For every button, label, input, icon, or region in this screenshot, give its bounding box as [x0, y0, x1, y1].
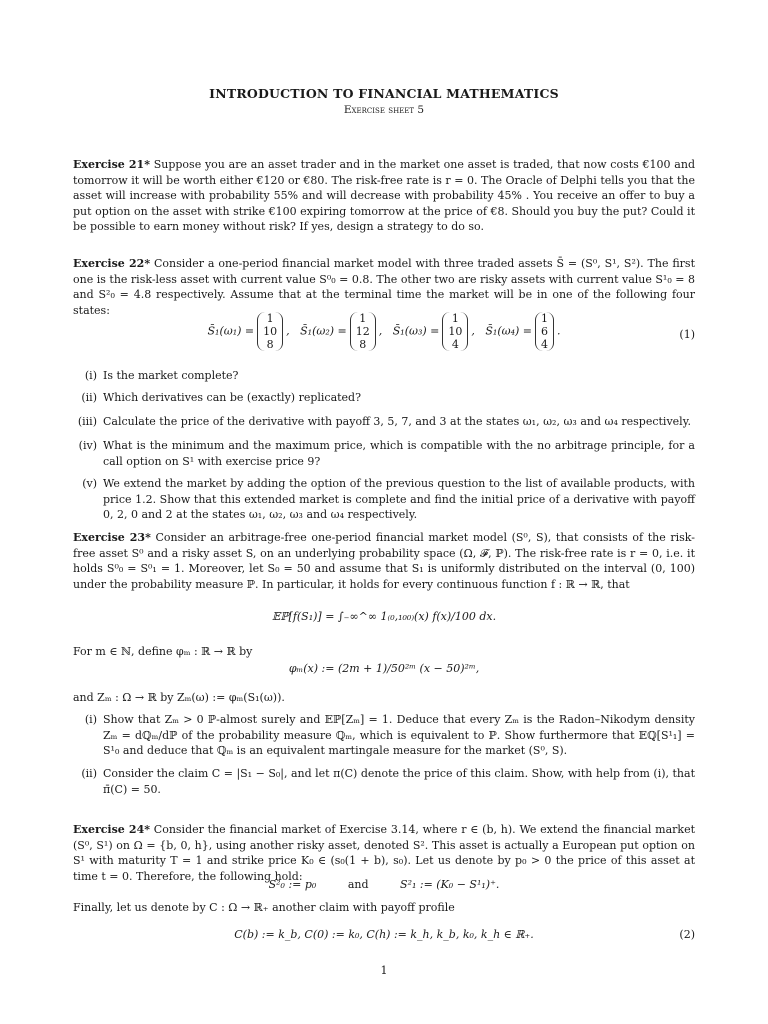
equation-part: S²₀ := p₀ [268, 878, 317, 891]
define-text: For m ∈ ℕ, define φₘ : ℝ → ℝ by [73, 645, 253, 658]
finally-text: Finally, let us denote by C : Ω → ℝ₊ another claim with payoff profile [73, 901, 455, 914]
state-vector: 1 10 8 [257, 312, 283, 351]
document-subtitle: Exercise sheet 5 [343, 104, 425, 116]
equation-1: S̄₁(ω₁) =1 10 8, S̄₁(ω₂) =1 12 8, S̄₁(ω₃) =1 10 4, S̄₁(ω₄) =1 6 4. [207, 312, 561, 351]
state-label: S̄₁(ω₁) = [207, 324, 255, 338]
equation-part: S²₁ := (K₀ − S¹₁)⁺. [400, 878, 500, 891]
exercise-text: Consider an arbitrage-free one-period financial market model (S⁰, S), that consists of the risk-free asset S⁰ and a risky asset S, on an underlying probability space (Ω, 𝓕, ℙ). The risk-free rate is r = 0, i.e. it holds S⁰₀ = S⁰₁ = 1. Moreover, let S₀ = 50 and assume that S₁ is uniformly distributed on the interval (0, 100) under the probability measure ℙ. In particular, it holds for every continuous function f : ℝ → ℝ, that [73, 531, 695, 591]
state-label: S̄₁(ω₃) = [392, 324, 440, 338]
document-page [73, 0, 695, 1024]
item-number: (ii) [81, 767, 97, 780]
state-vector: 1 6 4 [535, 312, 554, 351]
exercise-text: Consider a one-period financial market model with three traded assets S̄ = (S⁰, S¹, S²). The first one is the risk-less asset with current value S⁰₀ = 0.8. The other two are risky assets with current value S¹₀ = 8 and S²₀ = 4.8 respectively. Assume that at the terminal time the market will be in one of the following four states: [73, 257, 695, 317]
item-number: (i) [84, 369, 97, 382]
state-vector: 1 10 4 [442, 312, 468, 351]
document-title: INTRODUCTION TO FINANCIAL MATHEMATICS [209, 86, 559, 101]
equation-expectation: 𝔼ℙ[f(S₁)] = ∫₋∞^∞ 1₍₀,₁₀₀₎(x) f(x)/100 dx. [271, 610, 497, 623]
item-number: (iii) [77, 415, 97, 428]
exercise-label: Exercise 23* [73, 531, 151, 544]
item-text: What is the minimum and the maximum price, which is compatible with the no arbitrage principle, for a call option on S¹ with exercise price 9? [103, 439, 695, 468]
item-number: (v) [82, 477, 97, 490]
equation-phi: φₘ(x) := (2m + 1)/50²ᵐ (x − 50)²ᵐ, [288, 662, 480, 675]
and-text: and Zₘ : Ω → ℝ by Zₘ(ω) := φₘ(S₁(ω)). [73, 691, 285, 704]
exercise-label: Exercise 22* [73, 257, 151, 270]
equation-number: (1) [679, 328, 695, 341]
exercise-text: Suppose you are an asset trader and in the market one asset is traded, that now costs €100 and tomorrow it will be worth either €120 or €80. The risk-free rate is r = 0. The Oracle of Delphi tells you that the asset will increase with probability 55% and will decrease with probability 45% . You receive an offer to buy a put option on the asset with strike €100 expiring tomorrow at the price of €8. Should you buy the put? Could it be possible to earn money without risk? If yes, design a strategy to do so. [73, 158, 695, 233]
item-number: (iv) [78, 439, 97, 452]
exercise-22 [73, 256, 695, 318]
equation-2: C(b) := k_b, C(0) := k₀, C(h) := k_h, k_b, k₀, k_h ∈ ℝ₊. [234, 928, 534, 941]
item-text: We extend the market by adding the option of the previous question to the list of available products, with price 1.2. Show that this extended market is complete and find the initial price of a derivative with payoff 0, 2, 0 and 2 at the states ω₁, ω₂, ω₃ and ω₄ respectively. [103, 477, 695, 521]
page-number: 1 [380, 964, 388, 977]
item-number: (ii) [81, 391, 97, 404]
state-vector: 1 12 8 [350, 312, 376, 351]
item-text: Consider the claim C = |S₁ − S₀|, and let π(C) denote the price of this claim. Show, with help from (i), that π̄(C) = 50. [103, 767, 695, 796]
exercise-label: Exercise 24* [73, 823, 150, 836]
exercise-24 [73, 822, 695, 884]
equation-s2 [73, 878, 695, 891]
exercise-23 [73, 530, 695, 592]
exercise-text: Consider the financial market of Exercise 3.14, where r ∈ (b, h). We extend the financial market (S⁰, S¹) on Ω = {b, 0, h}, using another risky asset, denoted S². This asset is actually a European put option on S¹ with maturity T = 1 and strike price K₀ ∈ (s₀(1 + b), s₀). Let us denote by p₀ > 0 the price of this asset at time t = 0. Therefore, the following hold: [73, 823, 695, 883]
item-text: Which derivatives can be (exactly) replicated? [103, 391, 362, 404]
item-number: (i) [84, 713, 97, 726]
item-text: Is the market complete? [103, 369, 239, 382]
item-text: Calculate the price of the derivative with payoff 3, 5, 7, and 3 at the states ω₁, ω₂, ω₃ and ω₄ respectively. [103, 415, 691, 428]
item-text: Show that Zₘ > 0 ℙ-almost surely and 𝔼ℙ[Zₘ] = 1. Deduce that every Zₘ is the Radon–Nikodym density Zₘ = dℚₘ/dℙ of the probability measure ℚₘ, which is equivalent to ℙ. Show furthermore that 𝔼ℚ[S¹₁] = S¹₀ and deduce that ℚₘ is an equivalent martingale measure for the market (S⁰, S). [103, 713, 695, 757]
equation-and: and [347, 878, 369, 891]
exercise-21 [73, 157, 695, 235]
exercise-label: Exercise 21* [73, 158, 150, 171]
state-label: S̄₁(ω₄) = [485, 324, 532, 338]
state-label: S̄₁(ω₂) = [300, 324, 347, 338]
equation-number: (2) [679, 928, 695, 941]
